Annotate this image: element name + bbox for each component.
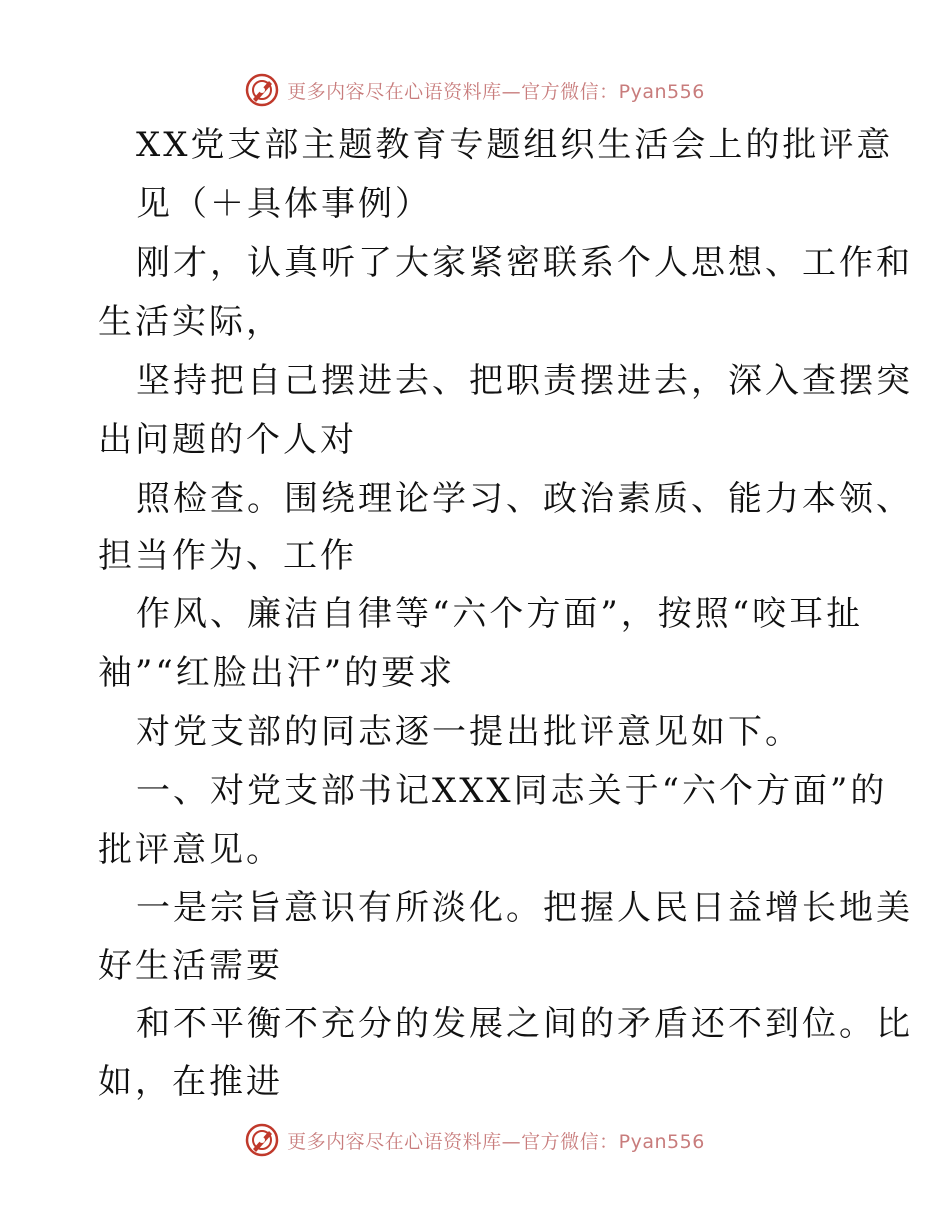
paragraph-line: 袖”“红脸出汗”的要求	[98, 653, 456, 693]
paragraph-line: 如，在推进	[98, 1062, 283, 1102]
paragraph-line: 照检查。围绕理论学习、政治素质、能力本领、	[136, 479, 913, 519]
paragraph-line: 和不平衡不充分的发展之间的矛盾还不到位。比	[136, 1004, 913, 1044]
paragraph-line: 出问题的个人对	[98, 420, 357, 460]
title-line-1: XX党支部主题教育专题组织生活会上的批评意	[136, 125, 894, 165]
paragraph-line: 担当作为、工作	[98, 536, 357, 576]
section-heading-line: 批评意见。	[98, 830, 283, 870]
paragraph-line: 作风、廉洁自律等“六个方面”，按照“咬耳扯	[136, 594, 864, 634]
title-line-2: 见（＋具体事例）	[136, 184, 432, 224]
section-heading-line: 一、对党支部书记XXX同志关于“六个方面”的	[136, 771, 888, 811]
watermark-text: 更多内容尽在心语资料库—官方微信：Pyan556	[287, 80, 705, 103]
paragraph-line: 一是宗旨意识有所淡化。把握人民日益增长地美	[136, 888, 913, 928]
paragraph-line: 生活实际，	[98, 302, 283, 342]
paragraph-line: 好生活需要	[98, 946, 283, 986]
watermark-text: 更多内容尽在心语资料库—官方微信：Pyan556	[287, 1130, 705, 1153]
paragraph-line: 对党支部的同志逐一提出批评意见如下。	[136, 712, 802, 752]
footer-watermark	[0, 1118, 950, 1162]
paragraph-line: 坚持把自己摆进去、把职责摆进去，深入查摆突	[136, 361, 913, 401]
paragraph-line: 刚才，认真听了大家紧密联系个人思想、工作和	[136, 243, 913, 283]
logo-icon	[245, 1123, 279, 1157]
